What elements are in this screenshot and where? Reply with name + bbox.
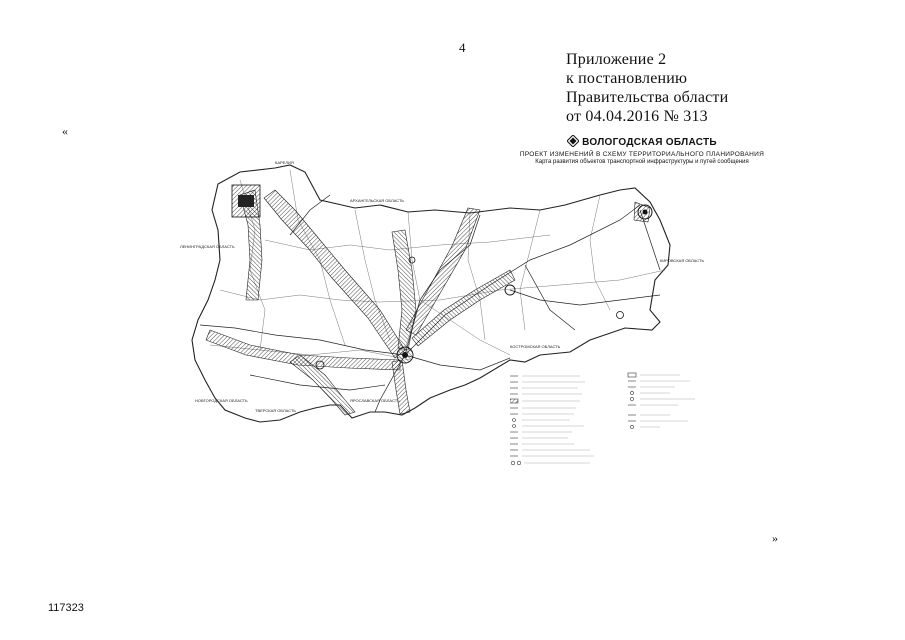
label-kostroma: КОСТРОМСКАЯ ОБЛАСТЬ (510, 344, 561, 349)
legend-symbols (510, 370, 710, 470)
opening-quote: « (62, 124, 68, 138)
page-number: 4 (459, 40, 466, 55)
appendix-line-2: к постановлению (566, 70, 688, 87)
appendix-heading (566, 50, 728, 126)
closing-quote: » (772, 531, 778, 545)
corridor-north-west (264, 190, 405, 358)
map-legend (510, 370, 710, 470)
label-novgorod: НОВГОРОДСКАЯ ОБЛАСТЬ (195, 398, 248, 403)
corridor-south (392, 360, 410, 414)
appendix-line-3: Правительства области (566, 89, 729, 106)
label-leningrad: ЛЕНИНГРАДСКАЯ ОБЛАСТЬ (180, 244, 235, 249)
map-title-row (512, 135, 772, 148)
label-arkhangelsk: АРХАНГЕЛЬСКАЯ ОБЛАСТЬ (350, 198, 405, 203)
map-title: ВОЛОГОДСКАЯ ОБЛАСТЬ (582, 137, 717, 148)
hub-center-core (402, 352, 408, 358)
hub-north-west-inner (238, 195, 254, 207)
appendix-line-4: от 04.04.2016 № 313 (566, 108, 708, 125)
map-subtitle: ПРОЕКТ ИЗМЕНЕНИЙ В СХЕМУ ТЕРРИТОРИАЛЬНОГО ПЛАНИРОВАНИЯ (519, 151, 765, 158)
appendix-line-1: Приложение 2 (566, 51, 667, 68)
label-yaroslavl: ЯРОСЛАВСКАЯ ОБЛАСТЬ (350, 398, 400, 403)
label-kirov: КИРОВСКАЯ ОБЛАСТЬ (660, 258, 705, 263)
document-id: 117323 (48, 602, 84, 614)
label-tver: ТВЕРСКАЯ ОБЛАСТЬ (255, 408, 297, 413)
map-name: Карта развития объектов транспортной инфраструктуры и путей сообщения (535, 159, 749, 165)
hub-north-east-core (643, 210, 648, 215)
diamond-emblem-icon (567, 135, 579, 147)
label-karelia: КАРЕЛИЯ (275, 160, 294, 165)
hub-south-east (617, 312, 624, 319)
